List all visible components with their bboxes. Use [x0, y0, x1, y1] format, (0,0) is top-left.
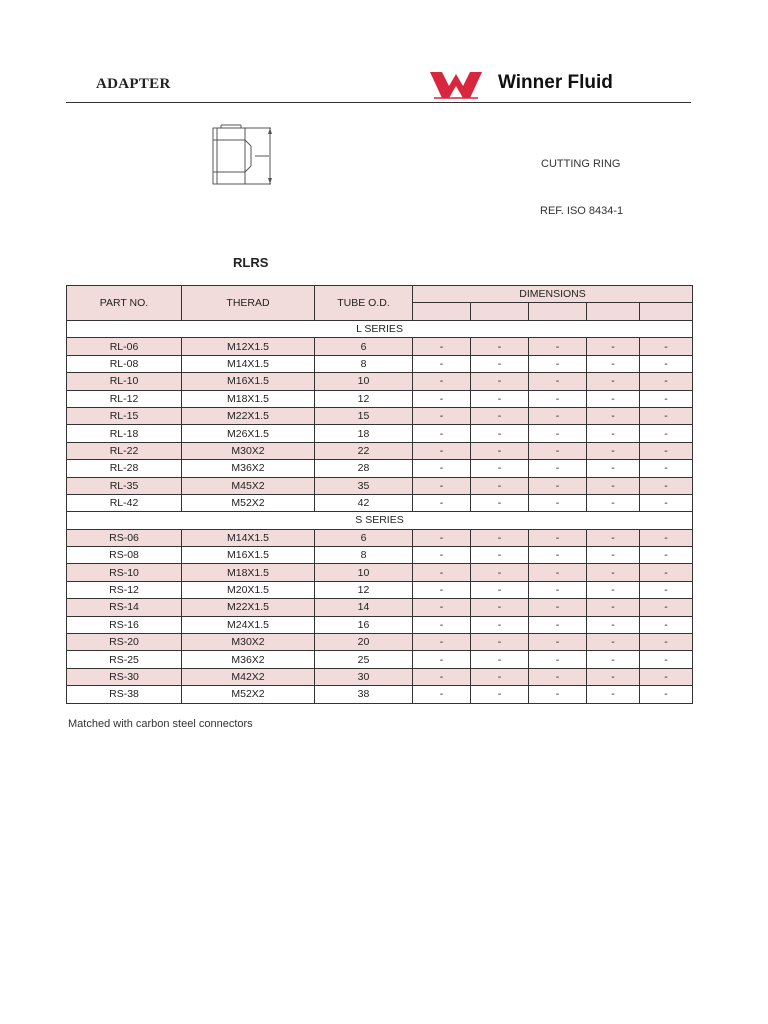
thread-cell: M52X2	[182, 494, 315, 511]
table-body	[67, 321, 693, 704]
dimension-cell: -	[640, 338, 693, 355]
dimension-cell: -	[640, 581, 693, 598]
dimension-cell: -	[471, 425, 529, 442]
thread-cell: M18X1.5	[182, 564, 315, 581]
dimension-cell: -	[587, 529, 640, 546]
dimension-cell: -	[413, 564, 471, 581]
dimension-cell: -	[640, 547, 693, 564]
dimension-cell: -	[587, 425, 640, 442]
cutting-ring-drawing-icon	[205, 120, 275, 190]
dimension-cell: -	[471, 564, 529, 581]
standard-reference: REF. ISO 8434-1	[540, 205, 624, 217]
dimension-cell: -	[413, 425, 471, 442]
part-no-cell: RS-38	[67, 686, 182, 703]
dimension-cell: -	[640, 668, 693, 685]
dimension-cell: -	[413, 477, 471, 494]
dimension-cell: -	[413, 668, 471, 685]
part-no-cell: RS-10	[67, 564, 182, 581]
dimension-cell: -	[413, 494, 471, 511]
table-row	[67, 494, 693, 511]
table-row	[67, 355, 693, 372]
part-no-cell: RL-28	[67, 460, 182, 477]
dimension-cell: -	[471, 616, 529, 633]
dimension-cell: -	[640, 599, 693, 616]
dimension-cell: -	[471, 686, 529, 703]
dimension-cell: -	[413, 686, 471, 703]
series-label: L SERIES	[67, 321, 693, 338]
series-group-row	[67, 321, 693, 338]
dimension-cell: -	[471, 529, 529, 546]
tube-od-cell: 12	[315, 581, 413, 598]
dimension-cell: -	[529, 634, 587, 651]
table-row	[67, 599, 693, 616]
dimension-cell: -	[640, 373, 693, 390]
dimension-cell: -	[529, 460, 587, 477]
tube-od-cell: 20	[315, 634, 413, 651]
thread-cell: M22X1.5	[182, 599, 315, 616]
dimension-cell: -	[529, 477, 587, 494]
dimension-cell: -	[587, 390, 640, 407]
dimension-cell: -	[640, 564, 693, 581]
dimension-cell: -	[529, 494, 587, 511]
part-no-cell: RL-18	[67, 425, 182, 442]
dimension-cell: -	[587, 355, 640, 372]
dimension-cell: -	[471, 599, 529, 616]
thread-cell: M36X2	[182, 651, 315, 668]
header-divider	[66, 102, 691, 103]
thread-cell: M24X1.5	[182, 616, 315, 633]
series-group-row	[67, 512, 693, 529]
table-row	[67, 407, 693, 424]
header-dimension-3	[529, 303, 587, 321]
dimension-cell: -	[587, 634, 640, 651]
dimension-cell: -	[529, 581, 587, 598]
dimension-cell: -	[640, 529, 693, 546]
dimension-cell: -	[640, 494, 693, 511]
table-row	[67, 547, 693, 564]
dimension-cell: -	[587, 581, 640, 598]
tube-od-cell: 38	[315, 686, 413, 703]
part-no-cell: RS-30	[67, 668, 182, 685]
tube-od-cell: 35	[315, 477, 413, 494]
table-row	[67, 686, 693, 703]
product-type: CUTTING RING	[541, 158, 621, 170]
dimension-cell: -	[529, 373, 587, 390]
part-no-cell: RS-06	[67, 529, 182, 546]
dimension-cell: -	[587, 338, 640, 355]
tube-od-cell: 42	[315, 494, 413, 511]
thread-cell: M16X1.5	[182, 373, 315, 390]
part-no-cell: RL-15	[67, 407, 182, 424]
table-row	[67, 390, 693, 407]
dimension-cell: -	[529, 529, 587, 546]
header-dimension-5	[640, 303, 693, 321]
dimension-cell: -	[529, 668, 587, 685]
dimension-cell: -	[529, 442, 587, 459]
header-part-no: PART NO.	[67, 286, 182, 321]
tube-od-cell: 15	[315, 407, 413, 424]
dimension-cell: -	[471, 547, 529, 564]
dimension-cell: -	[587, 599, 640, 616]
thread-cell: M30X2	[182, 634, 315, 651]
tube-od-cell: 14	[315, 599, 413, 616]
dimension-cell: -	[413, 442, 471, 459]
thread-cell: M52X2	[182, 686, 315, 703]
dimension-cell: -	[471, 634, 529, 651]
dimension-cell: -	[413, 547, 471, 564]
thread-cell: M18X1.5	[182, 390, 315, 407]
part-no-cell: RS-12	[67, 581, 182, 598]
dimension-cell: -	[587, 686, 640, 703]
dimension-cell: -	[413, 651, 471, 668]
dimension-cell: -	[529, 686, 587, 703]
table-row	[67, 460, 693, 477]
tube-od-cell: 10	[315, 564, 413, 581]
dimension-cell: -	[413, 634, 471, 651]
table-row	[67, 373, 693, 390]
dimension-cell: -	[587, 373, 640, 390]
tube-od-cell: 6	[315, 529, 413, 546]
header-dimension-2	[471, 303, 529, 321]
page-title: ADAPTER	[96, 76, 171, 92]
tube-od-cell: 6	[315, 338, 413, 355]
footnote: Matched with carbon steel connectors	[68, 718, 253, 730]
brand-name: Winner Fluid	[498, 72, 613, 93]
dimension-cell: -	[640, 616, 693, 633]
dimension-cell: -	[529, 355, 587, 372]
dimension-cell: -	[471, 390, 529, 407]
table-row	[67, 425, 693, 442]
thread-cell: M42X2	[182, 668, 315, 685]
dimension-cell: -	[587, 494, 640, 511]
dimension-cell: -	[640, 442, 693, 459]
dimension-cell: -	[471, 668, 529, 685]
dimension-cell: -	[529, 651, 587, 668]
series-code: RLRS	[233, 255, 269, 270]
tube-od-cell: 8	[315, 547, 413, 564]
tube-od-cell: 28	[315, 460, 413, 477]
series-label: S SERIES	[67, 512, 693, 529]
part-no-cell: RS-14	[67, 599, 182, 616]
table-row	[67, 616, 693, 633]
dimension-cell: -	[529, 599, 587, 616]
dimension-cell: -	[587, 407, 640, 424]
dimension-cell: -	[587, 477, 640, 494]
dimension-cell: -	[529, 407, 587, 424]
dimension-cell: -	[471, 338, 529, 355]
dimension-cell: -	[529, 390, 587, 407]
dimension-cell: -	[413, 581, 471, 598]
dimension-cell: -	[471, 477, 529, 494]
thread-cell: M26X1.5	[182, 425, 315, 442]
thread-cell: M20X1.5	[182, 581, 315, 598]
table-row	[67, 529, 693, 546]
part-no-cell: RL-12	[67, 390, 182, 407]
header-dimension-4	[587, 303, 640, 321]
dimension-cell: -	[471, 442, 529, 459]
part-no-cell: RL-08	[67, 355, 182, 372]
dimension-cell: -	[471, 407, 529, 424]
tube-od-cell: 25	[315, 651, 413, 668]
dimension-cell: -	[413, 390, 471, 407]
header-dimension-1	[413, 303, 471, 321]
part-no-cell: RL-42	[67, 494, 182, 511]
thread-cell: M30X2	[182, 442, 315, 459]
tube-od-cell: 30	[315, 668, 413, 685]
header-dimensions: DIMENSIONS	[413, 286, 693, 303]
tube-od-cell: 12	[315, 390, 413, 407]
dimension-cell: -	[640, 355, 693, 372]
table-row	[67, 442, 693, 459]
tube-od-cell: 22	[315, 442, 413, 459]
thread-cell: M45X2	[182, 477, 315, 494]
dimension-cell: -	[640, 477, 693, 494]
dimension-cell: -	[413, 616, 471, 633]
thread-cell: M22X1.5	[182, 407, 315, 424]
dimension-cell: -	[471, 355, 529, 372]
dimension-cell: -	[587, 460, 640, 477]
table-row	[67, 477, 693, 494]
dimension-cell: -	[587, 616, 640, 633]
dimension-cell: -	[471, 581, 529, 598]
table-row	[67, 668, 693, 685]
table-row	[67, 581, 693, 598]
part-no-cell: RL-06	[67, 338, 182, 355]
dimension-cell: -	[471, 651, 529, 668]
dimension-cell: -	[529, 425, 587, 442]
winner-fluid-logo-icon	[428, 70, 484, 100]
part-no-cell: RL-22	[67, 442, 182, 459]
dimension-cell: -	[413, 373, 471, 390]
part-no-cell: RS-20	[67, 634, 182, 651]
tube-od-cell: 16	[315, 616, 413, 633]
dimension-cell: -	[640, 390, 693, 407]
dimension-cell: -	[471, 373, 529, 390]
thread-cell: M16X1.5	[182, 547, 315, 564]
dimension-cell: -	[413, 599, 471, 616]
dimension-cell: -	[587, 651, 640, 668]
part-no-cell: RS-16	[67, 616, 182, 633]
dimension-cell: -	[413, 407, 471, 424]
dimension-cell: -	[413, 460, 471, 477]
part-no-cell: RS-25	[67, 651, 182, 668]
thread-cell: M12X1.5	[182, 338, 315, 355]
dimension-cell: -	[640, 425, 693, 442]
dimension-cell: -	[640, 634, 693, 651]
dimensions-table	[66, 285, 693, 704]
dimension-cell: -	[529, 547, 587, 564]
part-no-cell: RL-35	[67, 477, 182, 494]
dimension-cell: -	[413, 338, 471, 355]
dimension-cell: -	[529, 338, 587, 355]
dimension-cell: -	[640, 686, 693, 703]
dimension-cell: -	[587, 564, 640, 581]
header-thread: THERAD	[182, 286, 315, 321]
table-row	[67, 564, 693, 581]
dimension-cell: -	[529, 564, 587, 581]
header-tube-od: TUBE O.D.	[315, 286, 413, 321]
dimension-cell: -	[587, 442, 640, 459]
table-row	[67, 634, 693, 651]
dimension-cell: -	[640, 407, 693, 424]
dimension-cell: -	[471, 460, 529, 477]
dimension-cell: -	[413, 355, 471, 372]
thread-cell: M36X2	[182, 460, 315, 477]
tube-od-cell: 18	[315, 425, 413, 442]
dimension-cell: -	[413, 529, 471, 546]
dimension-cell: -	[471, 494, 529, 511]
dimension-cell: -	[640, 651, 693, 668]
table-row	[67, 651, 693, 668]
tube-od-cell: 8	[315, 355, 413, 372]
dimension-cell: -	[587, 547, 640, 564]
dimension-cell: -	[529, 616, 587, 633]
dimension-cell: -	[587, 668, 640, 685]
tube-od-cell: 10	[315, 373, 413, 390]
thread-cell: M14X1.5	[182, 355, 315, 372]
thread-cell: M14X1.5	[182, 529, 315, 546]
part-no-cell: RL-10	[67, 373, 182, 390]
dimension-cell: -	[640, 460, 693, 477]
part-no-cell: RS-08	[67, 547, 182, 564]
table-row	[67, 338, 693, 355]
